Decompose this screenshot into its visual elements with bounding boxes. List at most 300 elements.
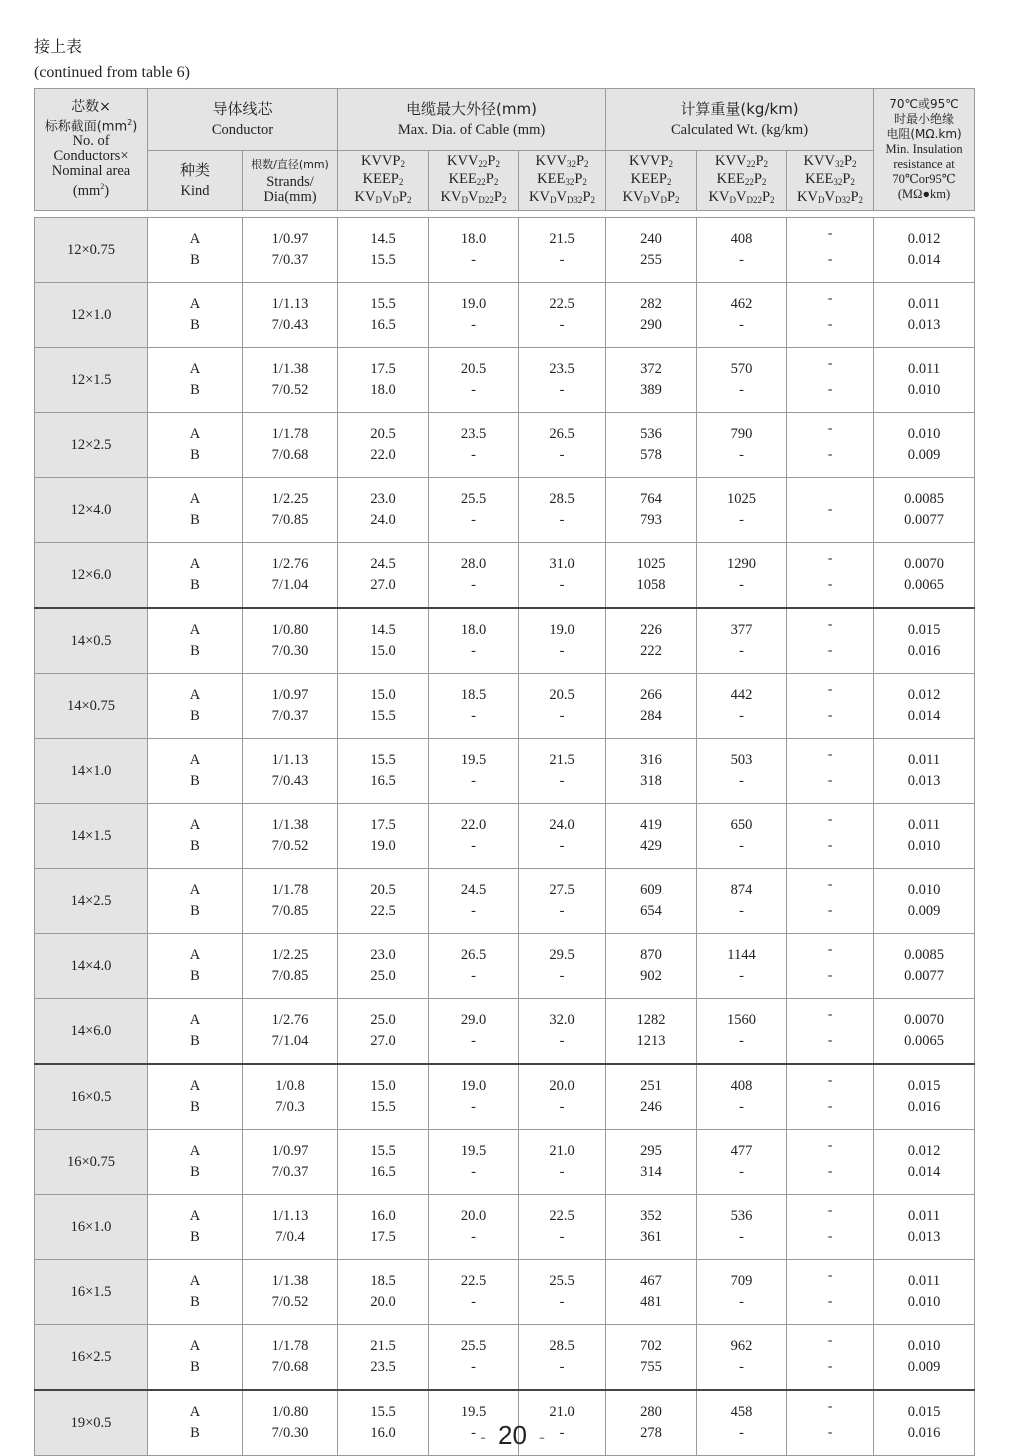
table-cell: 29.0 (429, 999, 519, 1033)
table-cell: B (148, 576, 243, 608)
table-cell: - (519, 1228, 606, 1260)
table-cell: 24.0 (338, 511, 429, 543)
table-row (35, 608, 975, 642)
table-cell: 0.011 (874, 348, 975, 382)
table-cell: - (519, 1032, 606, 1064)
table-cell: - (519, 251, 606, 283)
table-row (35, 804, 975, 838)
spec-cell: 12×2.5 (35, 413, 148, 478)
table-cell: 14.5 (338, 218, 429, 252)
table-cell: 962 (697, 1325, 787, 1359)
table-cell: 7/0.52 (243, 837, 338, 869)
table-cell: 755 (606, 1358, 697, 1390)
table-cell: - (787, 1163, 874, 1195)
spec-cell: 16×0.75 (35, 1130, 148, 1195)
table-cell: - (787, 1228, 874, 1260)
table-cell: 7/0.52 (243, 1293, 338, 1325)
table-cell: 0.015 (874, 608, 975, 642)
table-cell: 870 (606, 934, 697, 968)
table-cell: A (148, 1195, 243, 1229)
table-cell: - (787, 1189, 874, 1223)
table-cell: - (787, 837, 874, 869)
table-cell: 22.5 (519, 283, 606, 317)
table-cell: 7/1.04 (243, 576, 338, 608)
table-cell: A (148, 674, 243, 708)
table-cell: 7/0.4 (243, 1228, 338, 1260)
table-cell: 17.5 (338, 1228, 429, 1260)
table-cell: - (787, 902, 874, 934)
table-cell: - (787, 668, 874, 702)
table-cell: 19.0 (338, 837, 429, 869)
table-cell: 361 (606, 1228, 697, 1260)
table-cell: 0.013 (874, 316, 975, 348)
table-cell: 25.0 (338, 967, 429, 999)
table-cell: 570 (697, 348, 787, 382)
table-cell: - (697, 316, 787, 348)
table-cell: 25.0 (338, 999, 429, 1033)
table-body (35, 211, 975, 1456)
caption-en: (continued from table 6) (34, 64, 190, 81)
caption-cn: 接上表 (34, 37, 83, 56)
table-cell: - (519, 316, 606, 348)
table-cell: - (519, 1424, 606, 1456)
table-cell: 266 (606, 674, 697, 708)
table-cell: 20.0 (519, 1064, 606, 1098)
col-kvvp2-wt: $KVVP_2$ $KEEP_2$ $KV_DV_DP_2$ (606, 151, 697, 211)
table-cell: 536 (697, 1195, 787, 1229)
table-cell: 24.5 (338, 543, 429, 577)
table-cell: 793 (606, 511, 697, 543)
table-cell: 7/0.3 (243, 1098, 338, 1130)
spec-cell: 14×1.5 (35, 804, 148, 869)
table-cell: 26.5 (519, 413, 606, 447)
table-cell: 0.010 (874, 869, 975, 903)
table-cell: 0.013 (874, 1228, 975, 1260)
col-kvv22p2-wt: $KVV_{22}P_2$ $KEE_{22}P_2$ $KV_DV_{D22}P_2$ (697, 151, 787, 211)
table-cell: 1/1.38 (243, 1260, 338, 1294)
table-cell: B (148, 967, 243, 999)
table-cell: - (697, 381, 787, 413)
table-cell: 0.010 (874, 1293, 975, 1325)
table-cell: 28.5 (519, 1325, 606, 1359)
table-cell: 0.0065 (874, 576, 975, 608)
table-cell: 23.5 (429, 413, 519, 447)
spec-cell: 16×2.5 (35, 1325, 148, 1391)
table-cell: A (148, 739, 243, 773)
table-cell: A (148, 1390, 243, 1424)
table-cell: 1560 (697, 999, 787, 1033)
table-cell: - (697, 967, 787, 999)
table-cell: - (787, 1032, 874, 1064)
table-cell: 1290 (697, 543, 787, 577)
table-row (35, 934, 975, 968)
table-cell: - (697, 1293, 787, 1325)
table-row (35, 1260, 975, 1294)
table-row (35, 1325, 975, 1359)
table-cell: 0.0085 (874, 478, 975, 512)
table-cell: 0.0070 (874, 543, 975, 577)
table-cell: 609 (606, 869, 697, 903)
table-cell: 1/0.80 (243, 608, 338, 642)
table-row (35, 348, 975, 382)
table-cell: 27.5 (519, 869, 606, 903)
table-cell: 21.0 (519, 1130, 606, 1164)
table-cell: 18.0 (429, 218, 519, 252)
kind-header: 种类 Kind (148, 151, 243, 211)
table-row (35, 1130, 975, 1164)
table-cell: A (148, 999, 243, 1033)
table-cell: 23.5 (519, 348, 606, 382)
table-cell: A (148, 218, 243, 252)
table-cell: 0.014 (874, 1163, 975, 1195)
table-cell: A (148, 348, 243, 382)
table-cell: 1/0.8 (243, 1064, 338, 1098)
table-cell: 1/0.97 (243, 1130, 338, 1164)
table-cell: 0.0077 (874, 967, 975, 999)
table-cell: 28.5 (519, 478, 606, 512)
table-row (35, 478, 975, 512)
table-cell: 20.0 (429, 1195, 519, 1229)
table-cell: 251 (606, 1064, 697, 1098)
table-cell: 15.0 (338, 674, 429, 708)
table-cell: 284 (606, 707, 697, 739)
table-cell: 20.5 (338, 869, 429, 903)
table-cell: 15.5 (338, 707, 429, 739)
table-cell: - (519, 1163, 606, 1195)
table-cell: 20.0 (338, 1293, 429, 1325)
conductor-header: 导体线芯 Conductor (148, 89, 338, 151)
table-cell: 536 (606, 413, 697, 447)
table-cell: 18.0 (338, 381, 429, 413)
table-cell: B (148, 1163, 243, 1195)
table-cell: 389 (606, 381, 697, 413)
table-cell: - (787, 576, 874, 608)
table-cell: 7/0.85 (243, 902, 338, 934)
table-cell: A (148, 1325, 243, 1359)
table-cell: 0.0070 (874, 999, 975, 1033)
table-cell: 1025 (606, 543, 697, 577)
spec-cell: 16×1.0 (35, 1195, 148, 1260)
table-cell: - (787, 1058, 874, 1092)
col-kvv32p2-wt: $KVV_{32}P_2$ $KEE_{32}P_2$ $KV_DV_{D32}P_2$ (787, 151, 874, 211)
table-cell: 29.5 (519, 934, 606, 968)
table-cell: - (429, 1163, 519, 1195)
table-cell: 16.5 (338, 316, 429, 348)
table-cell: 0.011 (874, 739, 975, 773)
table-cell: 1213 (606, 1032, 697, 1064)
page-number: 20 (498, 1420, 527, 1450)
table-cell: 1/1.38 (243, 804, 338, 838)
table-cell: 408 (697, 1064, 787, 1098)
table-cell: B (148, 1358, 243, 1390)
spec-cell: 12×4.0 (35, 478, 148, 543)
table-cell: 377 (697, 608, 787, 642)
table-cell: - (787, 928, 874, 962)
table-cell: 19.0 (429, 1064, 519, 1098)
table-cell: - (429, 316, 519, 348)
table-cell: 27.0 (338, 1032, 429, 1064)
table-cell: B (148, 772, 243, 804)
table-cell: A (148, 1130, 243, 1164)
table-cell: 22.0 (338, 446, 429, 478)
table-row (35, 413, 975, 447)
table-cell: 7/0.68 (243, 1358, 338, 1390)
table-cell: - (697, 1098, 787, 1130)
table-cell: 1282 (606, 999, 697, 1033)
table-cell: 19.5 (429, 739, 519, 773)
table-cell: 240 (606, 218, 697, 252)
table-cell: 650 (697, 804, 787, 838)
spec-cell: 12×1.5 (35, 348, 148, 413)
table-cell: 462 (697, 283, 787, 317)
table-cell: 21.0 (519, 1390, 606, 1424)
table-cell: 17.5 (338, 348, 429, 382)
table-cell: - (697, 446, 787, 478)
table-cell: B (148, 1032, 243, 1064)
table-cell: - (519, 576, 606, 608)
table-cell: - (787, 1098, 874, 1130)
table-cell: 24.0 (519, 804, 606, 838)
table-row (35, 1390, 975, 1424)
table-cell: - (787, 798, 874, 832)
table-cell: - (787, 602, 874, 636)
table-cell: 1/2.76 (243, 999, 338, 1033)
table-cell: 874 (697, 869, 787, 903)
table-cell: B (148, 1098, 243, 1130)
table-cell: 477 (697, 1130, 787, 1164)
insulation-header: 70℃或95℃ 时最小绝缘 电阻(MΩ.km) Min. Insulation resistance at 70℃or95℃ (MΩ●km) (874, 89, 975, 211)
table-cell: 21.5 (519, 739, 606, 773)
table-row (35, 218, 975, 252)
table-cell: 15.0 (338, 1064, 429, 1098)
spec-cell: 14×1.0 (35, 739, 148, 804)
table-cell: 0.012 (874, 218, 975, 252)
table-cell: - (787, 251, 874, 283)
table-row (35, 1195, 975, 1229)
table-cell: 1/1.13 (243, 283, 338, 317)
table-cell: A (148, 543, 243, 577)
table-cell: 23.0 (338, 478, 429, 512)
table-cell: 15.5 (338, 1390, 429, 1424)
table-cell: 352 (606, 1195, 697, 1229)
table-cell: 0.010 (874, 837, 975, 869)
table-cell: 7/0.37 (243, 1163, 338, 1195)
table-cell: - (519, 1293, 606, 1325)
table-cell: - (519, 642, 606, 674)
spec-cell: 12×0.75 (35, 218, 148, 283)
table-cell: 15.5 (338, 739, 429, 773)
table-cell: - (429, 251, 519, 283)
table-cell: 503 (697, 739, 787, 773)
table-cell: - (787, 407, 874, 441)
table-cell: 23.5 (338, 1358, 429, 1390)
table-cell: 7/0.52 (243, 381, 338, 413)
table-cell: - (519, 902, 606, 934)
table-cell: 7/0.30 (243, 1424, 338, 1456)
table-cell: - (429, 1424, 519, 1456)
table-cell: - (429, 446, 519, 478)
table-cell: 22.5 (519, 1195, 606, 1229)
table-cell: 7/0.37 (243, 251, 338, 283)
table-cell: - (787, 277, 874, 311)
table-cell: - (697, 511, 787, 543)
table-cell: 14.5 (338, 608, 429, 642)
table-cell: - (787, 967, 874, 999)
table-cell: 902 (606, 967, 697, 999)
table-cell: 16.0 (338, 1195, 429, 1229)
table-cell: 419 (606, 804, 697, 838)
spec-cell: 12×6.0 (35, 543, 148, 609)
table-cell: 0.016 (874, 1098, 975, 1130)
table-cell: B (148, 642, 243, 674)
table-cell: 790 (697, 413, 787, 447)
table-cell: - (429, 1358, 519, 1390)
table-cell: 481 (606, 1293, 697, 1325)
table-cell: 0.011 (874, 1260, 975, 1294)
table-cell: 18.5 (429, 674, 519, 708)
table-cell: B (148, 902, 243, 934)
table-cell: 15.5 (338, 1130, 429, 1164)
table-cell: 0.015 (874, 1390, 975, 1424)
table-cell: 16.5 (338, 772, 429, 804)
cable-spec-table (34, 88, 975, 1456)
table-cell: 19.0 (519, 608, 606, 642)
table-cell: 0.0077 (874, 511, 975, 543)
table-cell: - (519, 446, 606, 478)
spec-cell: 14×6.0 (35, 999, 148, 1065)
table-cell: - (787, 478, 874, 543)
table-cell: - (697, 902, 787, 934)
table-cell: - (519, 1358, 606, 1390)
table-cell: 22.5 (338, 902, 429, 934)
table-cell: - (697, 576, 787, 608)
table-cell: - (787, 733, 874, 767)
table-cell: 7/0.37 (243, 707, 338, 739)
table-cell: - (519, 772, 606, 804)
table-cell: - (429, 1032, 519, 1064)
table-cell: 1/2.25 (243, 934, 338, 968)
max-dia-header: 电缆最大外径(mm) Max. Dia. of Cable (mm) (338, 89, 606, 151)
spec-header: 芯数× 标称截面$(mm^2)$ No. of Conductors× Nominal area $(mm^2)$ (35, 89, 148, 211)
strands-header: 根数/直径(mm) Strands/ Dia(mm) (243, 151, 338, 211)
table-cell: 26.5 (429, 934, 519, 968)
table-cell: - (697, 642, 787, 674)
table-cell: 21.5 (519, 218, 606, 252)
table-cell: - (787, 993, 874, 1027)
table-cell: A (148, 1064, 243, 1098)
table-cell: B (148, 251, 243, 283)
table-cell: - (519, 1098, 606, 1130)
table-cell: 23.0 (338, 934, 429, 968)
table-cell: 0.011 (874, 804, 975, 838)
table-cell: - (787, 1424, 874, 1456)
table-cell: 1/0.97 (243, 674, 338, 708)
table-cell: 467 (606, 1260, 697, 1294)
table-row (35, 999, 975, 1033)
spec-cell: 16×0.5 (35, 1064, 148, 1130)
table-cell: - (429, 1293, 519, 1325)
table-cell: 1/1.78 (243, 1325, 338, 1359)
table-cell: 27.0 (338, 576, 429, 608)
table-cell: 0.009 (874, 446, 975, 478)
table-cell: 1144 (697, 934, 787, 968)
spec-cell: 14×0.5 (35, 608, 148, 674)
table-cell: 7/0.30 (243, 642, 338, 674)
table-cell: - (519, 707, 606, 739)
table-cell: A (148, 478, 243, 512)
table-cell: B (148, 1424, 243, 1456)
table-cell: 458 (697, 1390, 787, 1424)
table-cell: B (148, 1228, 243, 1260)
table-cell: 19.5 (429, 1390, 519, 1424)
spec-cell: 19×0.5 (35, 1390, 148, 1456)
table-cell: B (148, 316, 243, 348)
table-cell: 290 (606, 316, 697, 348)
table-cell: 20.5 (429, 348, 519, 382)
table-cell: B (148, 381, 243, 413)
table-cell: 226 (606, 608, 697, 642)
col-kvv22p2-dia: $KVV_{22}P_2$ $KEE_{22}P_2$ $KV_DV_{D22}P_2$ (429, 151, 519, 211)
table-cell: - (787, 707, 874, 739)
table-cell: 372 (606, 348, 697, 382)
table-cell: 31.0 (519, 543, 606, 577)
table-cell: 0.012 (874, 674, 975, 708)
table-cell: 0.011 (874, 1195, 975, 1229)
table-cell: B (148, 1293, 243, 1325)
table-cell: 18.5 (338, 1260, 429, 1294)
table-cell: 0.010 (874, 413, 975, 447)
table-cell: - (429, 772, 519, 804)
table-cell: 0.0065 (874, 1032, 975, 1064)
table-row (35, 446, 975, 478)
table-cell: 19.0 (429, 283, 519, 317)
table-cell: 1/1.13 (243, 1195, 338, 1229)
table-cell: 1/1.38 (243, 348, 338, 382)
table-cell: - (697, 1424, 787, 1456)
table-cell: - (697, 1358, 787, 1390)
table-cell: - (787, 537, 874, 571)
table-cell: - (429, 707, 519, 739)
table-cell: 0.016 (874, 642, 975, 674)
table-cell: 1/2.76 (243, 543, 338, 577)
table-cell: 7/0.43 (243, 772, 338, 804)
table-cell: 0.010 (874, 1325, 975, 1359)
calc-weight-header: 计算重量(kg/km) Calculated Wt. (kg/km) (606, 89, 874, 151)
table-cell: - (787, 863, 874, 897)
table-cell: 0.011 (874, 283, 975, 317)
table-cell: 7/0.85 (243, 967, 338, 999)
table-cell: 429 (606, 837, 697, 869)
table-cell: 16.5 (338, 1163, 429, 1195)
table-cell: 15.5 (338, 283, 429, 317)
table-cell: 654 (606, 902, 697, 934)
spec-cell: 14×4.0 (35, 934, 148, 999)
table-cell: - (787, 1358, 874, 1390)
table-cell: - (697, 251, 787, 283)
table-cell: 28.0 (429, 543, 519, 577)
table-cell: - (787, 1293, 874, 1325)
table-cell: 316 (606, 739, 697, 773)
table-cell: - (787, 381, 874, 413)
table-cell: 246 (606, 1098, 697, 1130)
table-cell: 222 (606, 642, 697, 674)
table-cell: 0.014 (874, 707, 975, 739)
table-cell: 1025 (697, 478, 787, 512)
table-cell: 0.013 (874, 772, 975, 804)
spec-cell: 16×1.5 (35, 1260, 148, 1325)
table-cell: B (148, 511, 243, 543)
spec-cell: 14×0.75 (35, 674, 148, 739)
